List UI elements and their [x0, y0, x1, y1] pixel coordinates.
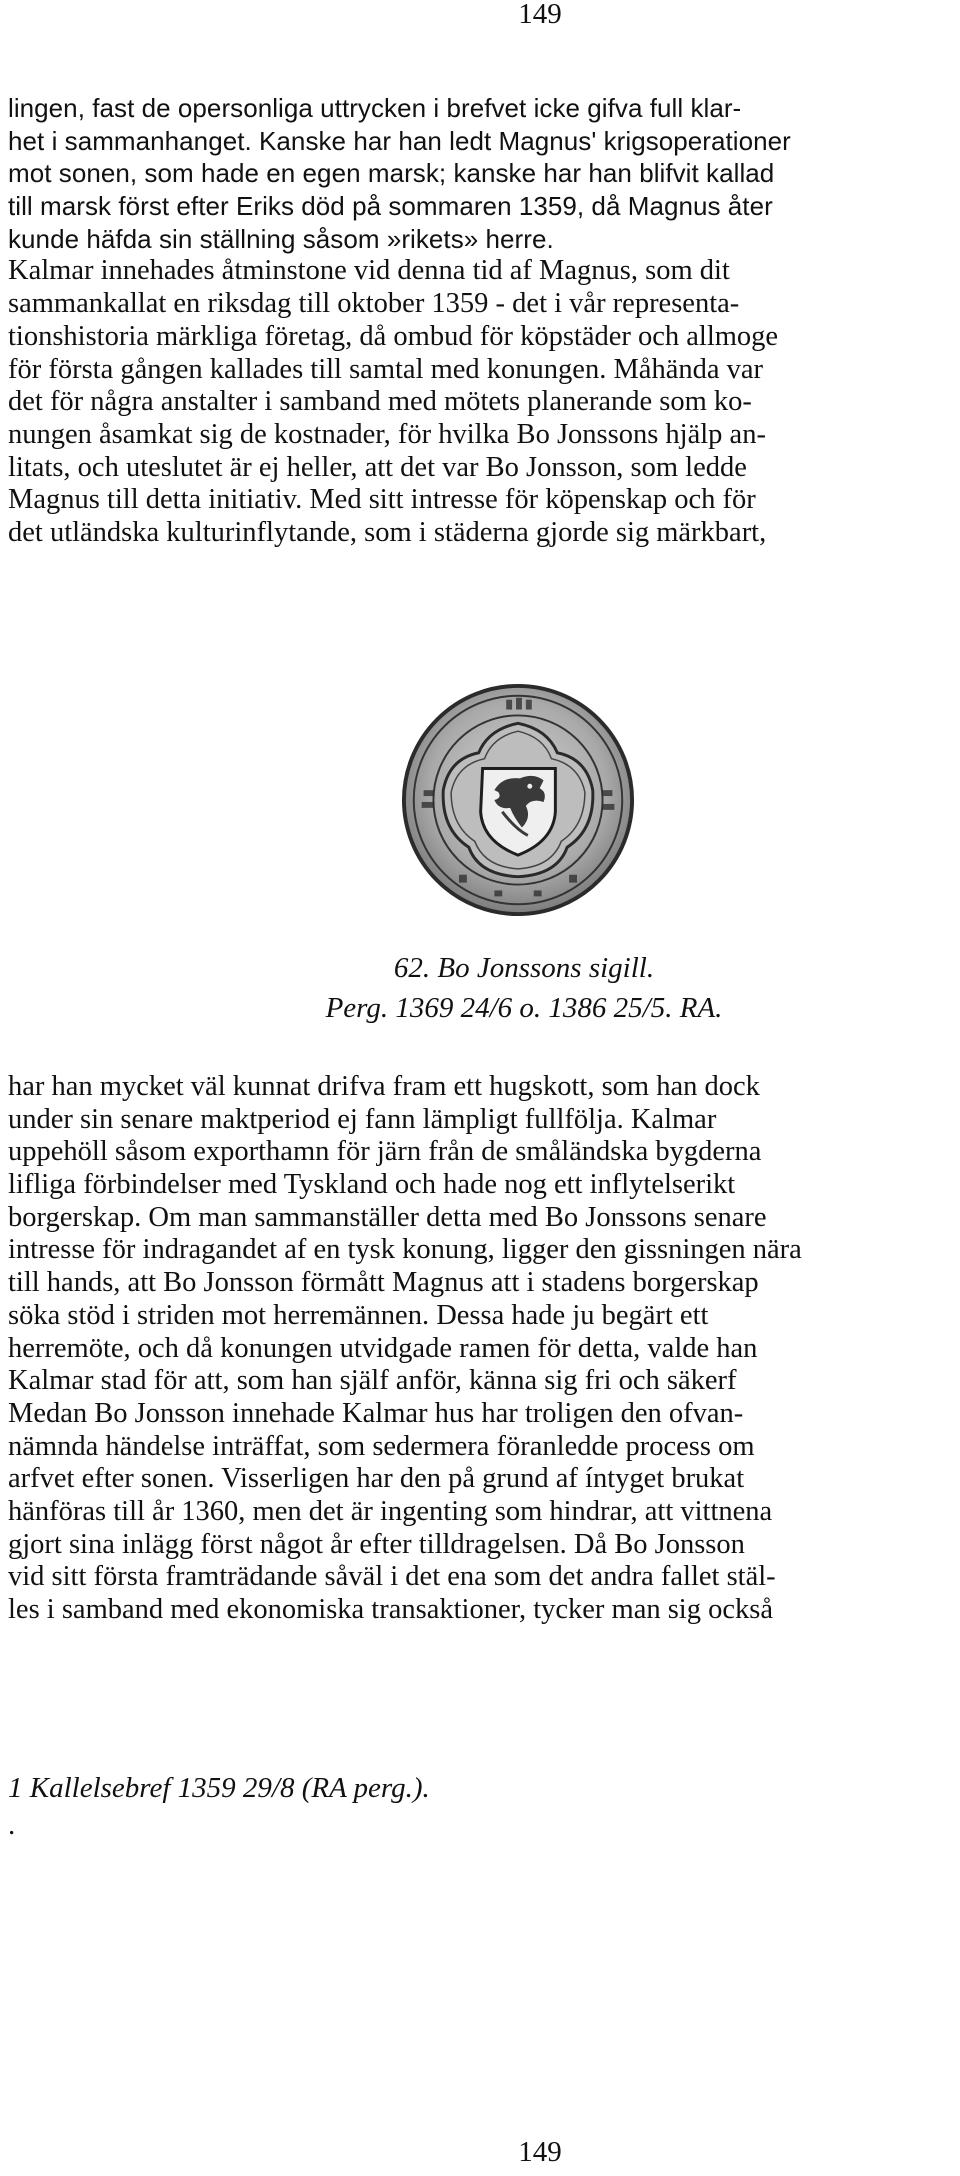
text-line: söka stöd i striden mot herremännen. Dessa hade ju begärt ett	[8, 1299, 709, 1331]
text-line: Kalmar innehades åtminstone vid denna tid af Magnus, som dit	[8, 255, 730, 287]
paragraph-2	[8, 1071, 953, 1627]
text-line: lifliga förbindelser med Tyskland och hade nog ett inflytelserikt	[8, 1169, 736, 1201]
text-line: Kalmar stad för att, som han själf anför, känna sig fri och säkerf	[8, 1365, 737, 1397]
text-line: det utländska kulturinflytande, som i städerna gjorde sig märkbart,	[8, 516, 767, 548]
text-line: till marsk först efter Eriks död på sommaren 1359, då Magnus åter	[8, 191, 773, 222]
text-line: intresse för indragandet af en tysk konung, ligger den gissningen nära	[8, 1234, 802, 1266]
text-line: uppehöll såsom exporthamn för järn från de småländska bygderna	[8, 1136, 762, 1168]
figure-caption-source: Perg. 1369 24/6 o. 1386 25/5. RA.	[325, 992, 723, 1024]
footnote: 1 Kallelsebref 1359 29/8 (RA perg.).	[8, 1772, 430, 1804]
text-line: för första gången kallades till samtal med konungen. Måhända var	[8, 353, 764, 385]
text-line: gjort sina inlägg först något år efter tilldragelsen. Då Bo Jonsson	[8, 1528, 745, 1560]
text-line: lingen, fast de opersonliga uttrycken i brefvet icke gifva full klar-	[8, 93, 742, 123]
text-line: borgerskap. Om man sammanställer detta med Bo Jonssons senare	[8, 1201, 767, 1233]
page-number-top: 149	[518, 0, 562, 30]
page-number-bottom: 149	[518, 2136, 562, 2168]
text-line: herremöte, och då konungen utvidgade ramen för detta, valde han	[8, 1332, 758, 1364]
text-line: till hands, att Bo Jonsson förmått Magnus att i stadens borgerskap	[8, 1267, 759, 1299]
text-line: les i samband med ekonomiska transaktioner, tycker man sig också	[8, 1594, 773, 1625]
stray-mark: .	[8, 1809, 16, 1841]
text-line: nungen åsamkat sig de kostnader, för hvilka Bo Jonssons hjälp an-	[8, 418, 766, 450]
text-line: det för några anstalter i samband med mötets planerande som ko-	[8, 386, 752, 418]
text-line: vid sitt första framträdande såväl i det ena som det andra fallet stäl-	[8, 1561, 776, 1593]
text-line: nämnda händelse inträffat, som sedermera föranledde process om	[8, 1430, 755, 1462]
text-line: mot sonen, som hade en egen marsk; kanske har han blifvit kallad	[8, 158, 775, 189]
text-line: har han mycket väl kunnat drifva fram ett hugskott, som han dock	[8, 1071, 760, 1102]
text-line: Medan Bo Jonsson innehade Kalmar hus har troligen den ofvan-	[8, 1397, 744, 1429]
text-line: litats, och uteslutet är ej heller, att det var Bo Jonsson, som ledde	[8, 451, 747, 483]
text-line: tionshistoria märkliga företag, då ombud för köpstäder och allmoge	[8, 320, 779, 352]
text-line: hänföras till år 1360, men det är ingenting som hindrar, att vittnena	[8, 1495, 773, 1527]
text-line: Magnus till detta initiativ. Med sitt intresse för köpenskap och för	[8, 484, 756, 516]
seal-image	[400, 682, 636, 918]
paragraph-1	[8, 92, 953, 550]
text-line: sammankallat en riksdag till oktober 1359 - det i vår representa-	[8, 288, 740, 320]
text-line: kunde häfda sin ställning såsom »rikets» herre.	[8, 223, 554, 254]
text-line: under sin senare maktperiod ej fann lämpligt fullfölja. Kalmar	[8, 1103, 717, 1135]
text-line: het i sammanhanget. Kanske har han ledt Magnus' krigsoperationer	[8, 125, 791, 156]
text-line: arfvet efter sonen. Visserligen har den på grund af íntyget brukat	[8, 1463, 745, 1495]
figure-caption-title: 62. Bo Jonssons sigill.	[393, 952, 655, 984]
